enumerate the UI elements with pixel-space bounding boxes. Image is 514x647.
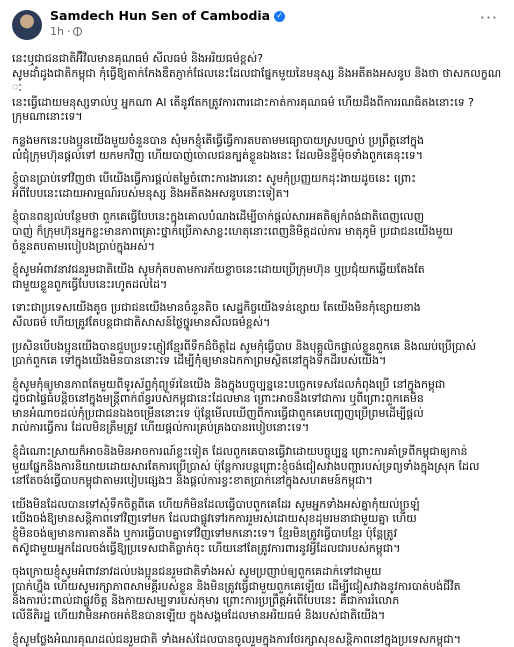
- globe-icon: [73, 27, 82, 36]
- post-paragraph: ខ្ញុំបានពន្យល់បន្ថែមថា ពួកគេធ្វើបែបនេះក្នុងគោលបំណងដើម្បីចាក់ផ្តល់សារអគតិឲ្យកំពង់ជាតិពេញលេញ បាញ់ ក៏ក្រុមហ៊ុនអ្នកខ្លះមានភាពគ្រោះថ្នាក់ប្រើភាសាខ្លះហេតុនោះពេញនិមិត្តដល់ការ មាតុភូមិ ប្រជាជនយើងមួយ ចំនួនតបតាមរបៀបងប្រាប់ក្នុងអស់។: [12, 210, 453, 253]
- post-paragraph: នេះឬជាជនជាតិអ៊ីវិលមានគុណធម៌ សីលធម៌ និងអរិយធម៌ខ្ពស់? សូមដាំដូងជាតិកម្ពុជា កុំធ្វើឱ្យតាក់កែងឌឹតភ្ញាក់ផែលនេះដែលជាផ្នែកមួយនៃមនុស្ស និងអតីតងអសនូប និងថា ថាសកលក្ខណៈ នេះធ្វើដោយមនុស្សទាល់ឬ អ្នកណា AI តើនូវតែកត្រូវការពារដោះកាត់ការគុណធម៌ ហើយដឹងពីការរណធិតងនោះទេ ? ក្រុមណានោះទេ។: [12, 52, 502, 124]
- post-paragraph: ខ្ញុំសូមថ្លែងអំណរគុណដល់ជនរួមជាតិ ទាំងអស់ដែលបានចូលរួមក្នុងការថែរក្សាសុខសន្តិភាពនៅក្នុងប្រទេសកម្ពុជា។: [12, 632, 461, 646]
- verified-badge-icon: ✓: [274, 11, 285, 22]
- author-row: [50, 8, 480, 24]
- post-header: [12, 8, 502, 46]
- post-paragraph: ចុងក្រោយខ្ញុំសូមអំពាវនាវដល់បងប្អូនជនរួមជាតិទាំងអស់ សូមប្រញាប់ឲ្យពួកគេដាក់ទៅជាមួយ ប្រាក់ហ្នឹង ហើយសូមរក្សាភាពសាមគ្គីរបស់ខ្លួន និងមិនត្រូវធ្វើជាមួយពួកគេឡើយ ដើម្បីជៀសវាងនូវការបាត់បង់ជីវិត និងការប៉ះពាល់ជាផ្លូវចិត្ត និងកាយសម្បទារបស់កុមារ ព្រោះការប្រព្រឹត្តអំពើបែបនេះ គឺជាការរំលោភ លើនីតិរដ្ឋ ហើយវាមិនអាចអត់ឱនបានឡើយ ក្នុងសង្គមដែលមានអរិយធម៌ និងរបស់ជាតិយើង។: [12, 565, 461, 622]
- post-meta: [50, 24, 480, 39]
- post-author-block: [50, 8, 480, 39]
- post-time[interactable]: 1h: [50, 25, 64, 38]
- post-paragraph: កន្លងមកនេះបងប្អូនយើងមួយចំនួនបាន សុំមកខ្ញុំតើធ្វើធ្វើការតបតាមមធ្យោបាយស្របច្បាប់ ប្រព្រឹត្តនៅក្នុង លំជុំក្រុមហ៊ុនផ្តល់ទៅ យកមកវិញ ហើយបាញ់ចោលជនក្បត់ខ្លួនឯងនេះ ដែលមិនខ្ចីម៉ុចទាំងពួកគេនុះទេ។: [12, 133, 424, 162]
- post-paragraph: ខ្ញុំដំណោះស្រាយក៏អាចនិងមិនអាចការណ៍ខ្លះទៀត ដែលពួកគេបានធ្វើវាដោយបច្ចុប្បន្ន ព្រោះការគាំទ្រពីកម្ពុជាឲ្យកាន់ មួយផ្នែកនិងការនិយាយដោយសារតែការប្រើប្រាស់ ប៉ុន្តែការបន្តព្រោះខ្ញុំចង់ជៀសវាងបញ្ហារបស់ទ្រព្យទាំងក្នុងស្រុក ដែល នៅតែចង់ធ្វើបាបកម្ពុជាតាមរបៀបផ្សេងៗ និងផ្តល់ការខ្វះខាតប្រាក់នៅក្នុងសហគមន៍កម្ពុជា។: [12, 445, 480, 488]
- post-paragraph: ខ្ញុំសូមកុំឲ្យមានភាពតែមួយពីទូរស័ព្ទកុំព្យូទ័រនៃយើង និងក្នុងបច្ចុប្បន្ននេះបច្ចេកទេសដែលកំពុងប្រើ នៅក្នុងកម្ពុជា ដូចជាផ្ទៃធំបន្តិចនៅក្នុងមន្ត្រីពាក់ព័ន្ធរបស់កម្ពុជានេះដែលមាន ព្រោះអាចនឹងទៅជាការ ឬពីព្រោះពួកគេមិន មានអំណាចដល់កុំប្រជាជនឯងចម្រើននោះទេ ប៉ុន្តែមើលឃើញពីការធ្វើជាពួកគេបញ្ចេញប្រើព្រមដើម្បីផ្តល់ រាល់ការធ្វើការ ដែលមិនត្រឹមត្រូវ ហើយផ្តល់ការគ្រប់គ្រងបានរបៀបនោះទេ។: [12, 377, 446, 435]
- author-name[interactable]: Samdech Hun Sen of Cambodia: [50, 8, 271, 23]
- more-options-button[interactable]: ···: [479, 8, 498, 27]
- post-paragraph: យើងមិនដែលបានទៅសុំទឹកចិត្តពីគេ ហើយក៏មិនដែលធ្វើបាបពួកគេដែរ សូមអ្នកទាំងអស់គ្នាកុំយល់ច្រឡំ យើងចង់ឱ្យមានសន្តិភាពទៅវិញទៅមក ដែលជាផ្លូវទៅរកការរួមរស់ដោយសុខដុមរមនាជាមួយគ្នា ហើយ ខ្ញុំមិនចង់ឲ្យមានការតានតឹង ឬការធ្វើបាបគ្នាទៅវិញទៅមកនោះទេ។ ខ្មែរមិនត្រូវធ្វើបាបខ្មែរ ប៉ុន្តែត្រូវ តស៊ូជាមួយអ្នកដែលចង់ធ្វើឱ្យប្រទេសជាតិធ្លាក់ចុះ ហើយនៅតែត្រូវការពារនូវអ្វីដែលជារបស់កម្ពុជា។: [12, 497, 420, 555]
- separator-dot: ·: [66, 25, 71, 38]
- post-paragraph: ខ្ញុំបានប្រាប់ទៅវិញថា បើយើងធ្វើការផ្តល់តម្លៃចំពោះការងារនោះ សូមកុំប្រញ្ញយកដុះងាយដូចនេះ ព្រោះ អំពីបែបនេះដោយអារម្មណ៍របស់មនុស្ស និងអតីតងអសនូបនោះទៀត។: [12, 172, 417, 200]
- avatar[interactable]: [12, 10, 42, 40]
- post-body: [12, 52, 502, 647]
- post-paragraph: ទោះជាប្រទេសយើងតូច ប្រជាជនយើងមានចំនួនតិច សេដ្ឋកិច្ចយើងទន់ខ្សោយ តែយើងមិនកុំខ្សោយខាង សីលធម៌ ហើយត្រូវតែបន្តជាជាតិសាសន៍ថ្លៃថ្នូរមានសីលធម៌ខ្ពស់។: [12, 301, 421, 329]
- post-paragraph: ប្រសិនបើបងប្អូនយើងបានជួបប្រទះភ្ញៀវខ្មែរពីទឹកដ៏ចិត្តដៃ សូមកុំធ្វើបាប និងបុគ្គលិកផ្ទាល់ខ្លួនពួកគេ និងឈប់ប្រើប្រាស់ ប្រាក់ពួកគេ ទៅក្នុងយើងមិនបាននោះទេ ដើម្បីកុំឲ្យមានឯកកាព្រមស្ថិតនៅក្នុងទឹកដីរបស់យើង។: [12, 339, 477, 368]
- post-paragraph: ខ្ញុំសូមអំពាវនាវជនរួមជាតិយើង សូមកុំតបតាមការភ័យខ្លាចនេះដោយប្រើក្រុមហ៊ុន ឬប្រជុំយកឆ្លើយតែងតែ ជាមួយខ្លួនពួកធ្វើបែបនេះរហូតដល់ដៃ។: [12, 263, 425, 291]
